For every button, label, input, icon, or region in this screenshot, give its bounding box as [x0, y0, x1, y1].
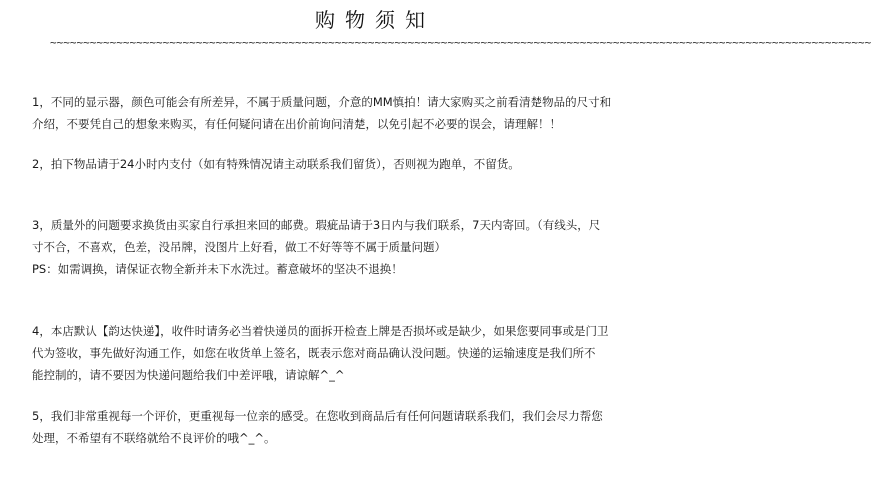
notice-item-1 [32, 91, 732, 135]
page-title: 购物须知 [315, 8, 435, 32]
notice-item-3-line-2: 寸不合，不喜欢，色差，没吊牌，没图片上好看，做工不好等等不属于质量问题） [32, 240, 446, 254]
notice-item-5 [32, 405, 732, 449]
notice-item-3-ps-line: PS：如需调换，请保证衣物全新并未下水洗过。蓄意破坏的坚决不退换！ [32, 262, 403, 276]
notice-item-5-line-1: 5，我们非常重视每一个评价，更重视每一位亲的感受。在您收到商品后有任何问题请联系我们，我们会尽力帮您 [32, 409, 603, 423]
notice-item-2 [32, 153, 732, 175]
notice-item-4-line-1: 4，本店默认【韵达快递】，收件时请务必当着快递员的面拆开检查上牌是否损坏或是缺少，如果您要同事或是门卫 [32, 324, 609, 338]
notice-item-5-line-2: 处理，不希望有不联络就给不良评价的哦^_^。 [32, 431, 276, 445]
notice-item-3 [32, 214, 732, 280]
notice-item-1-line-1: 1，不同的显示器，颜色可能会有所差异，不属于质量问题，介意的MM慎拍！请大家购买之前看清楚物品的尺寸和 [32, 95, 612, 109]
notice-item-4 [32, 320, 732, 386]
notice-item-1-line-2: 介绍，不要凭自己的想象来购买，有任何疑问请在出价前询问清楚，以免引起不必要的误会，请理解！！ [32, 117, 561, 131]
tilde-divider: ~~~~~~~~~~~~~~~~~~~~~~~~~~~~~~~~~~~~~~~~~~~~~~~~~~~~~~~~~~~~~~~~~~~~~~~~~~~~~~~~~~~~~~~~~~~~~~~~~~~~~~~~~~~~~~~~~~~~~~~~~~~~ [50, 36, 871, 49]
notice-item-4-line-2: 代为签收，事先做好沟通工作，如您在收货单上签名，既表示您对商品确认没问题。快递的运输速度是我们所不 [32, 346, 596, 360]
notice-item-3-line-1: 3，质量外的问题要求换货由买家自行承担来回的邮费。瑕疵品请于3日内与我们联系，7天内寄回。（有线头，尺 [32, 218, 601, 232]
notice-item-2-line-1: 2，拍下物品请于24小时内支付（如有特殊情况请主动联系我们留货），否则视为跑单，不留货。 [32, 157, 520, 171]
notice-item-4-line-3: 能控制的，请不要因为快递问题给我们中差评哦，请谅解^_^ [32, 368, 345, 382]
